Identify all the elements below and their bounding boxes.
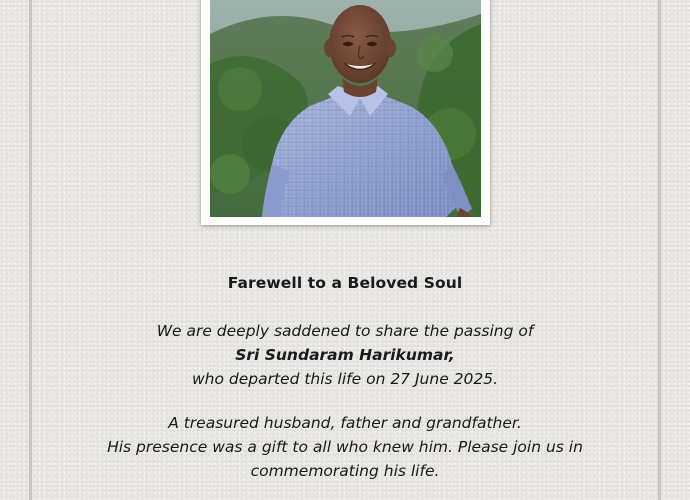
tribute-line-3: commemorating his life. [250, 462, 440, 480]
portrait-photo-frame [201, 0, 490, 225]
farewell-heading: Farewell to a Beloved Soul [227, 274, 463, 292]
portrait-photo [210, 0, 481, 217]
announcement-line: We are deeply saddened to share the passing of [156, 322, 534, 340]
right-border-line [658, 0, 661, 500]
tribute-line-1: A treasured husband, father and grandfather. [168, 414, 522, 432]
announcement-paragraph [60, 319, 630, 391]
tribute-paragraph [60, 411, 630, 483]
deceased-name: Sri Sundaram Harikumar, [235, 346, 455, 364]
tribute-line-2: His presence was a gift to all who knew him. Please join us in [107, 438, 583, 456]
departure-date-line: who departed this life on 27 June 2025. [191, 370, 499, 388]
left-border-line [29, 0, 32, 500]
